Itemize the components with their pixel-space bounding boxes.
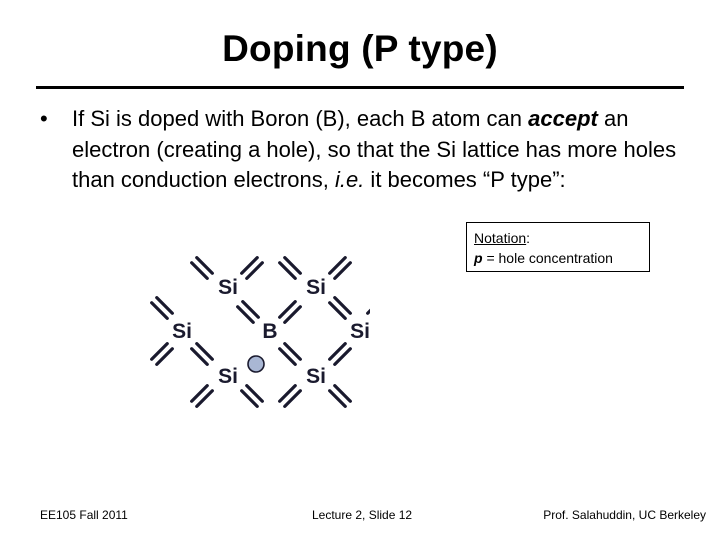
bullet-text [72,104,692,196]
bullet-ie: i.e. [334,167,365,192]
footer-author: Prof. Salahuddin, UC Berkeley [543,508,706,522]
atom-si-left: Si [172,320,192,343]
footer-lecture: Lecture 2, Slide 12 [312,508,413,522]
hole-icon [248,356,264,372]
atom-si-bottom-right: Si [306,365,326,388]
bullet-text-part2: an electron (creating a hole), so that the Si lattice has more holes than conduction electrons, [72,106,677,192]
notation-symbol: p [474,250,483,266]
bullet-accept-word: accept [528,106,598,131]
atom-si-top-left: Si [218,276,238,299]
bullet-marker: • [40,106,48,131]
bullet-text-part1: If Si is doped with Boron (B), each B atom can [72,106,529,131]
footer-course: EE105 Fall 2011 [40,508,128,522]
slide-title: Doping (P type) [222,28,498,69]
notation-definition: = hole concentration [482,250,613,266]
atom-boron: B [262,320,278,343]
bond-line [368,298,370,314]
atom-si-right: Si [350,320,370,343]
notation-heading-line [474,228,642,248]
silicon-lattice-diagram [140,246,370,416]
bullet-text-part3: it becomes “P type”: [364,167,566,192]
notation-heading: Notation [474,230,527,246]
notation-box [466,222,650,272]
atom-si-bottom-left: Si [218,365,238,388]
atom-si-top-right: Si [306,276,326,299]
notation-definition-line [474,248,642,268]
notation-colon: : [526,230,531,246]
title-underline [36,86,684,89]
